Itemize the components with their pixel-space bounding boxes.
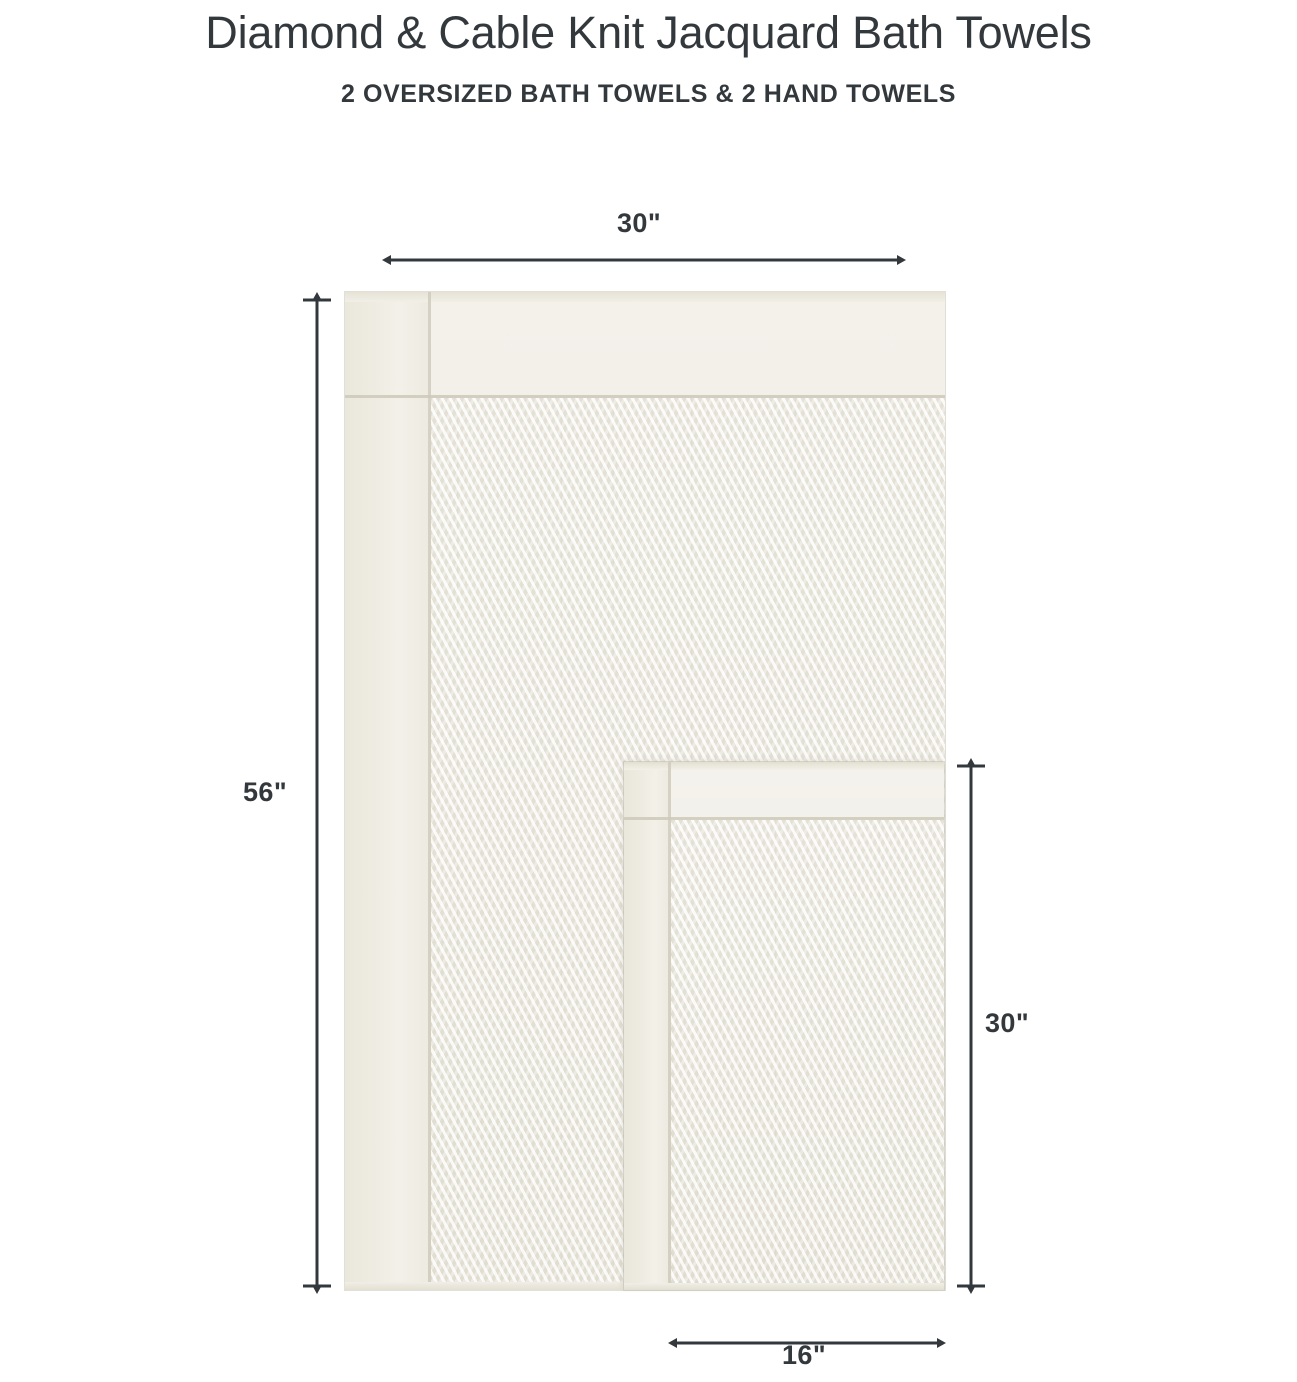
- bath-towel-hem-line: [345, 395, 945, 398]
- bath-height-label: 56": [243, 777, 288, 807]
- hand-towel-illustration: [624, 762, 944, 1290]
- hand-height-arrow: [957, 766, 985, 1286]
- bath-towel-selvage-line: [428, 292, 431, 1290]
- hand-towel-hem-line: [624, 817, 944, 820]
- hand-height-label: 30": [985, 1008, 1030, 1038]
- hand-towel-knit-texture: [671, 820, 944, 1290]
- hand-towel-selvage-line: [668, 762, 671, 1290]
- bath-width-label: 30": [617, 208, 662, 238]
- hand-width-label: 16": [782, 1340, 827, 1370]
- hand-towel-top-hem: [624, 762, 944, 770]
- bath-towel-selvage-shade: [345, 292, 428, 1290]
- page-title: Diamond & Cable Knit Jacquard Bath Towels: [205, 7, 1092, 58]
- hand-towel-bottom-hem: [624, 1283, 944, 1290]
- bath-height-arrow: [303, 300, 331, 1286]
- bath-towel-top-hem: [345, 292, 945, 302]
- hand-towel-selvage-shade: [624, 762, 668, 1290]
- page-subtitle: 2 OVERSIZED BATH TOWELS & 2 HAND TOWELS: [340, 79, 957, 108]
